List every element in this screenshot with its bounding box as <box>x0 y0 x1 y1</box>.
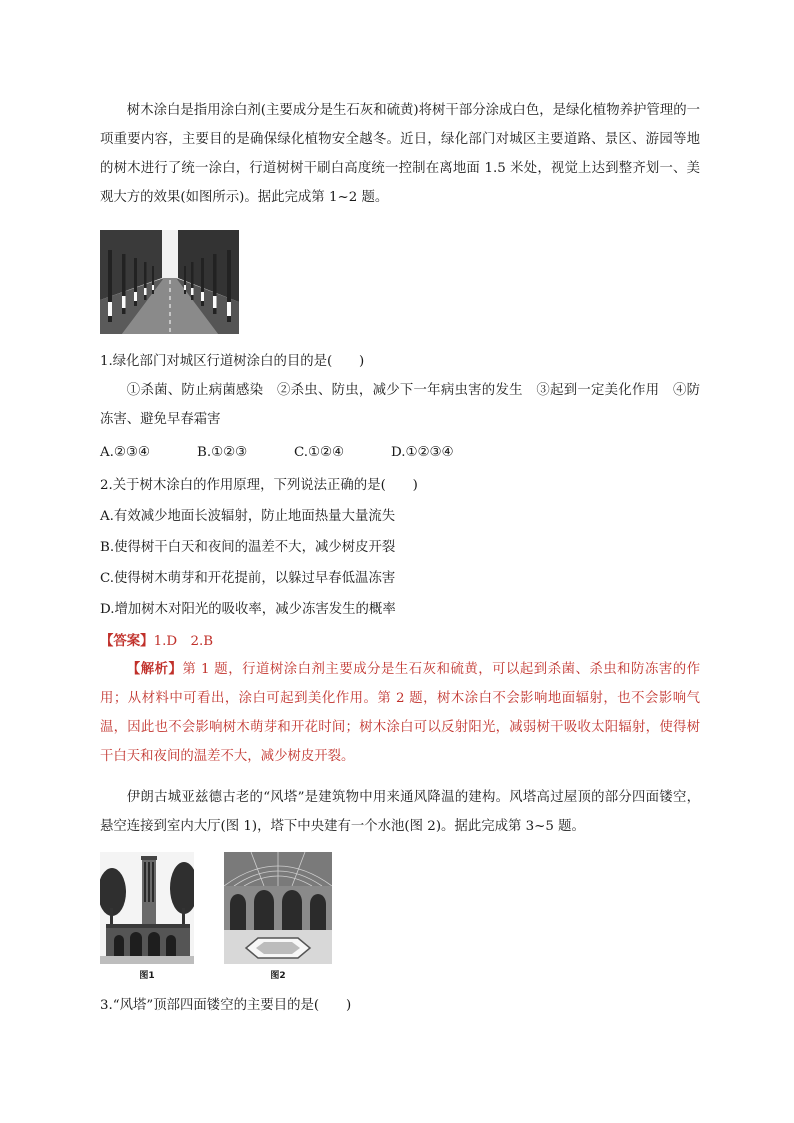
answer-line <box>100 631 213 652</box>
interior-pool-illustration <box>224 852 332 964</box>
intro-paragraph-2: 伊朗古城亚兹德古老的“风塔”是建筑物中用来通风降温的建构。风塔高过屋顶的部分四面镂空，悬空连接到室内大厅(图 1)，塔下中央建有一个水池(图 2)。据此完成第 3~5 题。 <box>100 790 700 834</box>
option-b: B.①②③ <box>197 445 248 460</box>
answer-text: 1.D 2.B <box>153 634 214 649</box>
question-1-statements: ①杀菌、防止病菌感染 ②杀虫、防虫，减少下一年病虫害的发生 ③起到一定美化作用 ④防冻害、避免早春霜害 <box>100 383 700 427</box>
wind-tower-interior-photo <box>224 852 332 964</box>
analysis-paragraph <box>100 655 700 771</box>
wind-tower-photo <box>100 852 194 964</box>
question-1-stem: 1.绿化部门对城区行道树涂白的目的是( ) <box>100 354 365 369</box>
option-d: D.①②③④ <box>391 445 454 460</box>
option-a: A.②③④ <box>100 445 150 460</box>
analysis-text: 第 1 题，行道树涂白剂主要成分是生石灰和硫黄，可以起到杀菌、杀虫和防冻害的作用；从材料中可看出，涂白可起到美化作用。第 2 题，树木涂白不会影响地面辐射，也不会影响气温，因此也不会影响树木萌芽和开花时间；树木涂白可以反射阳光，减弱树干吸收太阳辐射，使得树干白天和夜间的温差不大，减少树皮开裂。 <box>100 662 701 764</box>
figure-1-caption: 图1 <box>139 971 155 981</box>
tree-road-photo <box>100 230 239 334</box>
tree-road-illustration <box>100 230 239 334</box>
question-2-stem: 2.关于树木涂白的作用原理，下列说法正确的是( ) <box>100 478 418 493</box>
question-2-option-c: C.使得树木萌芽和开花提前，以躲过早春低温冻害 <box>100 571 396 586</box>
question-2-option-a: A.有效减少地面长波辐射，防止地面热量大量流失 <box>100 509 396 524</box>
question-3-stem: 3.“风塔”顶部四面镂空的主要目的是( ) <box>100 998 352 1013</box>
question-2-option-d: D.增加树木对阳光的吸收率，减少冻害发生的概率 <box>100 602 396 617</box>
answer-label: 【答案】 <box>100 633 154 649</box>
question-1-options <box>100 443 488 463</box>
question-2-option-b: B.使得树干白天和夜间的温差不大，减少树皮开裂 <box>100 540 396 555</box>
figure-2-caption: 图2 <box>270 971 286 981</box>
wind-tower-illustration <box>100 852 194 964</box>
option-c: C.①②④ <box>294 445 345 460</box>
analysis-label: 【解析】 <box>126 661 183 677</box>
intro-paragraph-1: 树木涂白是指用涂白剂(主要成分是生石灰和硫黄)将树干部分涂成白色，是绿化植物养护管理的一项重要内容，主要目的是确保绿化植物安全越冬。近日，绿化部门对城区主要道路、景区、游园等地的树木进行了统一涂白，行道树树干刷白高度统一控制在离地面 1.5 米处，视觉上达到整齐划一、美观大方的效果(如图所示)。据此完成第 1~2 题。 <box>100 103 700 205</box>
